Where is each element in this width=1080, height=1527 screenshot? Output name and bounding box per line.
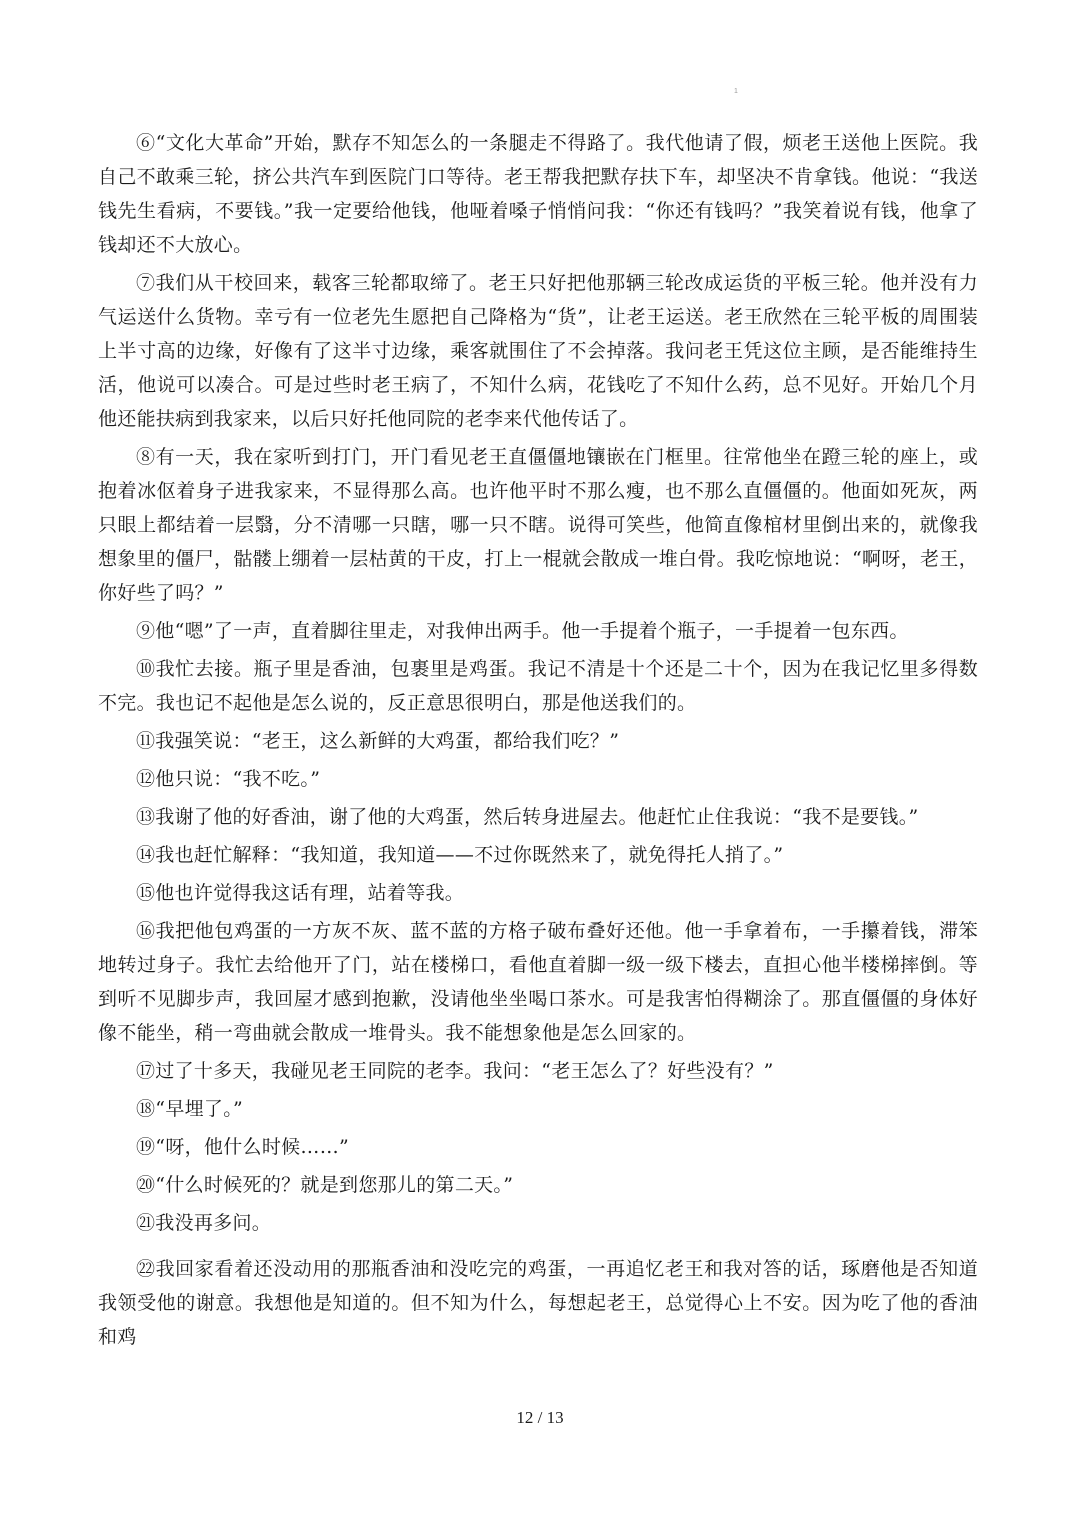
paragraph-18: ⑱“早埋了。” — [136, 1098, 244, 1120]
paragraph-9: ⑨他“嗯”了一声，直着脚往里走，对我伸出两手。他一手提着个瓶子，一手提着一包东西。 — [136, 620, 909, 642]
paragraph-17: ⑰过了十多天，我碰见老王同院的老李。我问：“老王怎么了？好些没有？” — [136, 1060, 774, 1082]
paragraph-11: ⑪我强笑说：“老王，这么新鲜的大鸡蛋，都给我们吃？” — [136, 730, 620, 752]
paragraph-8: ⑧有一天，我在家听到打门，开门看见老王直僵僵地镶嵌在门框里。往常他坐在蹬三轮的座上，或抱着冰伛着身子进我家来，不显得那么高。也许他平时不那么瘦，也不那么直僵僵的。他面如死灰，两只眼上都结着一层翳，分不清哪一只瞎，哪一只不瞎。说得可笑些，他简直像棺材里倒出来的，就像我想象里的僵尸，骷髅上绷着一层枯黄的干皮，打上一棍就会散成一堆白骨。我吃惊地说：“啊呀，老王，你好些了吗？” — [98, 446, 978, 604]
document-body — [98, 126, 978, 1354]
paragraph-12: ⑫他只说：“我不吃。” — [136, 768, 321, 790]
paragraph-13: ⑬我谢了他的好香油，谢了他的大鸡蛋，然后转身进屋去。他赶忙止住我说：“我不是要钱。” — [136, 806, 919, 828]
paragraph-20: ⑳“什么时候死的？就是到您那儿的第二天。” — [136, 1174, 514, 1196]
paragraph-21: ㉑我没再多问。 — [136, 1212, 272, 1234]
paragraph-15: ⑮他也许觉得我这话有理，站着等我。 — [136, 882, 465, 904]
paragraph-10: ⑩我忙去接。瓶子里是香油，包裹里是鸡蛋。我记不清是十个还是二十个，因为在我记忆里多得数不完。我也记不起他是怎么说的，反正意思很明白，那是他送我们的。 — [98, 658, 978, 714]
paragraph-16: ⑯我把他包鸡蛋的一方灰不灰、蓝不蓝的方格子破布叠好还他。他一手拿着布，一手攥着钱，滞笨地转过身子。我忙去给他开了门，站在楼梯口，看他直着脚一级一级下楼去，直担心他半楼梯摔倒。等到听不见脚步声，我回屋才感到抱歉，没请他坐坐喝口茶水。可是我害怕得糊涂了。那直僵僵的身体好像不能坐，稍一弯曲就会散成一堆骨头。我不能想象他是怎么回家的。 — [98, 920, 978, 1044]
paragraph-19: ⑲“呀，他什么时候……” — [136, 1136, 350, 1158]
header-mark: 1 — [734, 88, 738, 95]
paragraph-6: ⑥“文化大革命”开始，默存不知怎么的一条腿走不得路了。我代他请了假，烦老王送他上医院。我自己不敢乘三轮，挤公共汽车到医院门口等待。老王帮我把默存扶下车，却坚决不肯拿钱。他说：“我送钱先生看病，不要钱。”我一定要给他钱，他哑着嗓子悄悄问我：“你还有钱吗？”我笑着说有钱，他拿了钱却还不大放心。 — [98, 132, 978, 256]
paragraph-14: ⑭我也赶忙解释：“我知道，我知道——不过你既然来了，就免得托人捎了。” — [136, 844, 784, 866]
page-number: 12 / 13 — [516, 1408, 564, 1427]
paragraph-7: ⑦我们从干校回来，载客三轮都取缔了。老王只好把他那辆三轮改成运货的平板三轮。他并没有力气运送什么货物。幸亏有一位老先生愿把自己降格为“货”，让老王运送。老王欣然在三轮平板的周围装上半寸高的边缘，好像有了这半寸边缘，乘客就围住了不会掉落。我问老王凭这位主顾，是否能维持生活，他说可以凑合。可是过些时老王病了，不知什么病，花钱吃了不知什么药，总不见好。开始几个月他还能扶病到我家来，以后只好托他同院的老李来代他传话了。 — [98, 272, 978, 430]
paragraph-22: ㉒我回家看着还没动用的那瓶香油和没吃完的鸡蛋，一再追忆老王和我对答的话，琢磨他是否知道我领受他的谢意。我想他是知道的。但不知为什么，每想起老王，总觉得心上不安。因为吃了他的香油和鸡 — [98, 1258, 978, 1348]
